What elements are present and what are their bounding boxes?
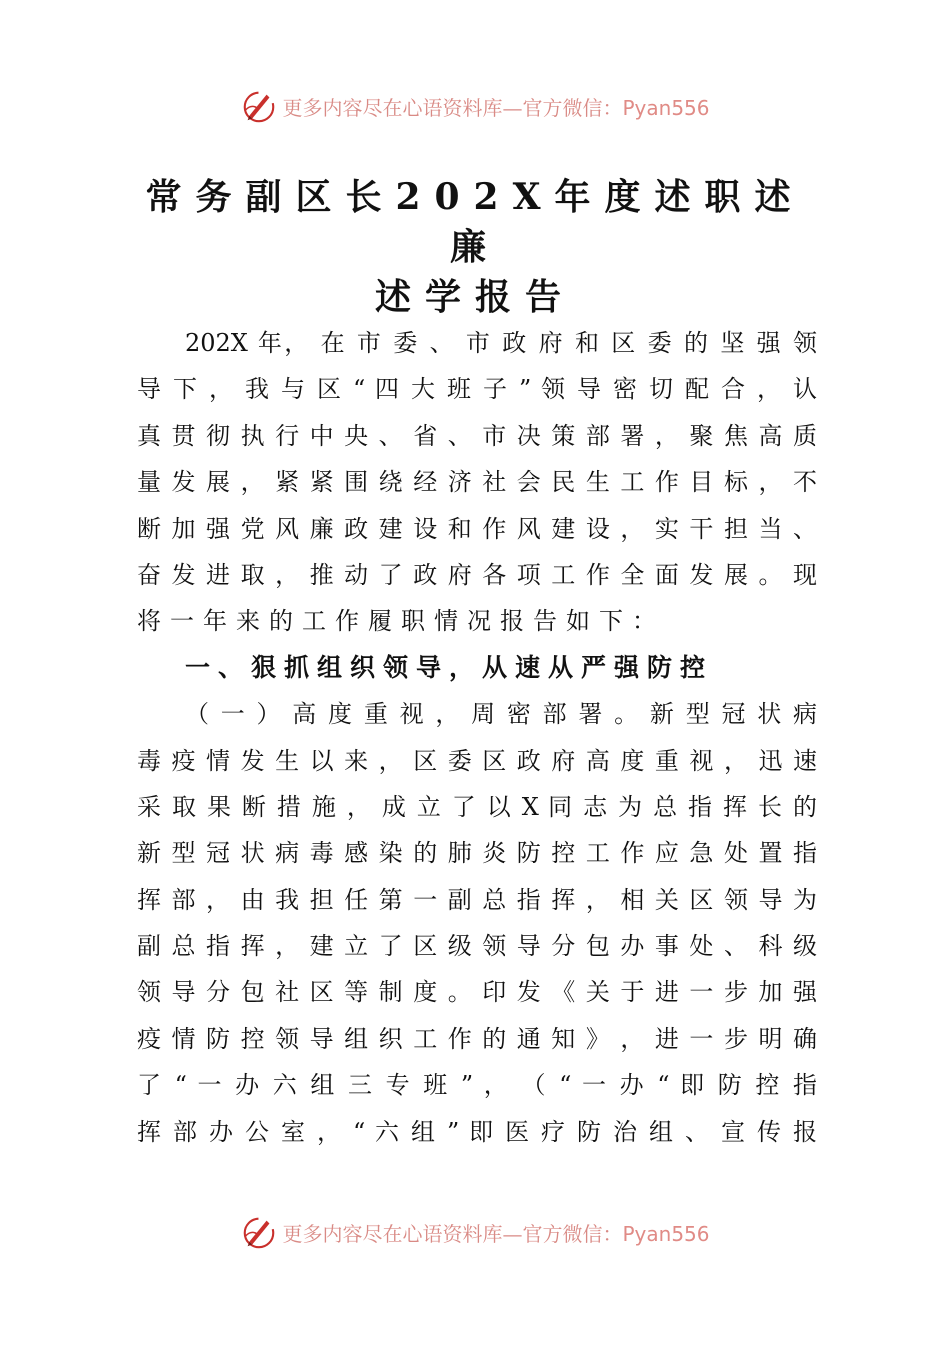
footer-watermark <box>0 1212 950 1252</box>
watermark-handle: Pyan556 <box>622 95 710 120</box>
section-heading: 一、狠抓组织领导，从速从严强防控 <box>185 652 714 682</box>
title-line-2: 述学报告 <box>374 276 575 318</box>
section-line: （ 一 ） 高 度 重 视 ， 周 密 部 署 。 新 型 冠 状 病 <box>185 700 817 729</box>
document-body <box>137 320 817 1155</box>
section-line: 毒 疫 情 发 生 以 来 ， 区 委 区 政 府 高 度 重 视 ， 迅 速 <box>137 746 817 775</box>
section-line: 了 “ 一 办 六 组 三 专 班 ” ， （ “ 一 办 “ 即 防 控 指 <box>137 1071 817 1100</box>
body-line: 奋 发 进 取 ， 推 动 了 政 府 各 项 工 作 全 面 发 展 。 现 <box>137 560 817 589</box>
body-line: 断 加 强 党 风 廉 政 建 设 和 作 风 建 设 ， 实 干 担 当 、 <box>137 514 817 543</box>
body-line: 将一年来的工作履职情况报告如下： <box>137 607 665 636</box>
section-line: 挥 部 ， 由 我 担 任 第 一 副 总 指 挥 ， 相 关 区 领 导 为 <box>137 885 817 914</box>
header-watermark <box>0 86 950 126</box>
watermark-text: 更多内容尽在心语资料库—官方微信：Pyan556 <box>282 95 710 120</box>
document-title <box>140 172 810 322</box>
section-line: 副 总 指 挥 ， 建 立 了 区 级 领 导 分 包 办 事 处 、 科 级 <box>137 932 817 961</box>
section-line: 采 取 果 断 措 施 ， 成 立 了 以 X 同 志 为 总 指 挥 长 的 <box>137 792 817 821</box>
pen-logo-icon <box>240 87 278 125</box>
section-line: 挥 部 办 公 室 ， “ 六 组 ” 即 医 疗 防 治 组 、 宣 传 报 <box>137 1117 817 1146</box>
title-line-1: 常务副区长202X年度述职述廉 <box>145 176 805 268</box>
body-line: 真 贯 彻 执 行 中 央 、 省 、 市 决 策 部 署 ， 聚 焦 高 质 <box>137 421 817 450</box>
section-line: 领 导 分 包 社 区 等 制 度 。 印 发 《 关 于 进 一 步 加 强 <box>137 978 817 1007</box>
body-line: 导 下 ， 我 与 区 “ 四 大 班 子 ” 领 导 密 切 配 合 ， 认 <box>137 375 817 404</box>
body-line: 202X 年， 在 市 委 、 市 政 府 和 区 委 的 坚 强 领 <box>185 329 817 357</box>
pen-logo-icon <box>240 1213 278 1251</box>
section-line: 疫 情 防 控 领 导 组 织 工 作 的 通 知 》 ， 进 一 步 明 确 <box>137 1024 817 1053</box>
body-line: 量 发 展 ， 紧 紧 围 绕 经 济 社 会 民 生 工 作 目 标 ， 不 <box>137 468 817 497</box>
section-line: 新 型 冠 状 病 毒 感 染 的 肺 炎 防 控 工 作 应 急 处 置 指 <box>137 839 817 868</box>
watermark-handle: Pyan556 <box>622 1221 710 1246</box>
watermark-text: 更多内容尽在心语资料库—官方微信：Pyan556 <box>282 1221 710 1246</box>
